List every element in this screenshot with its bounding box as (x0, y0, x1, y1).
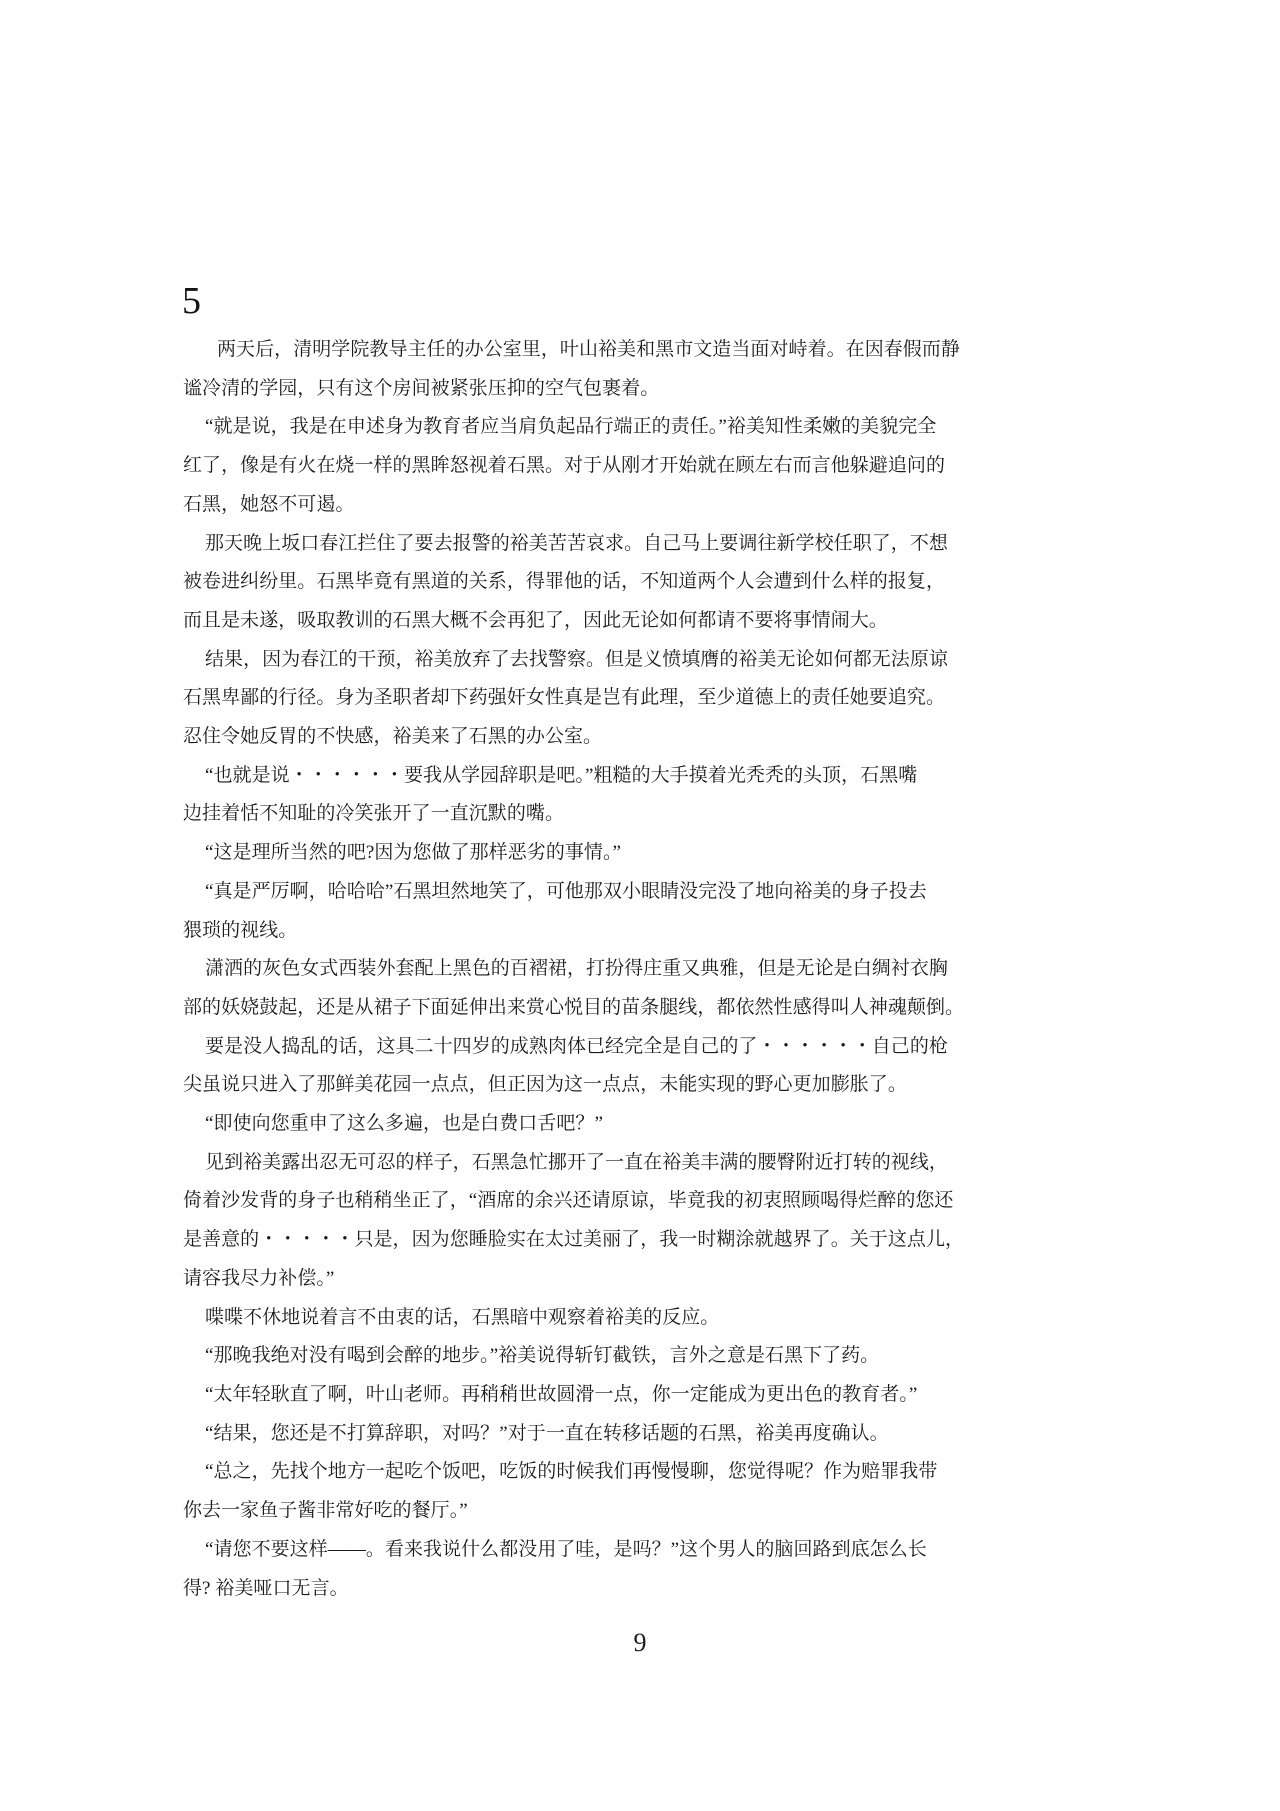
text-line: 猥琐的视线。 (183, 919, 298, 941)
text-line: 喋喋不休地说着言不由衷的话，石黑暗中观察着裕美的反应。 (205, 1306, 720, 1328)
text-line: 见到裕美露出忍无可忍的样子，石黑急忙挪开了一直在裕美丰满的腰臀附近打转的视线， (205, 1151, 948, 1173)
text-line: 是善意的・・・・・只是，因为您睡脸实在太过美丽了，我一时糊涂就越界了。关于这点儿， (183, 1229, 965, 1251)
text-line: 结果，因为春江的干预，裕美放弃了去找警察。但是义愤填膺的裕美无论如何都无法原谅 (205, 648, 948, 670)
text-line: 你去一家鱼子酱非常好吃的餐厅。” (183, 1500, 468, 1522)
text-line: “就是说，我是在申述身为教育者应当肩负起品行端正的责任。”裕美知性柔嫩的美貌完全 (205, 416, 937, 438)
text-line: “总之，先找个地方一起吃个饭吧，吃饭的时候我们再慢慢聊，您觉得呢？作为赔罪我带 (205, 1461, 938, 1483)
text-line: 边挂着恬不知耻的冷笑张开了一直沉默的嘴。 (183, 803, 565, 825)
text-line: 忍住令她反胃的不快感，裕美来了石黑的办公室。 (183, 726, 603, 748)
text-line: 要是没人捣乱的话，这具二十四岁的成熟肉体已经完全是自己的了・・・・・・自己的枪 (205, 1035, 948, 1057)
text-line: 潇洒的灰色女式西装外套配上黑色的百褶裙，打扮得庄重又典雅，但是无论是白绸衬衣胸 (205, 958, 948, 980)
text-line: “那晚我绝对没有喝到会醉的地步。”裕美说得斩钉截铁，言外之意是石黑下了药。 (205, 1345, 880, 1367)
text-line: “也就是说・・・・・・要我从学园辞职是吧。”粗糙的大手摸着光秃秃的头顶，石黑嘴 (205, 764, 918, 786)
text-line: 红了，像是有火在烧一样的黑眸怒视着石黑。对于从刚才开始就在顾左右而言他躲避追问的 (183, 455, 946, 477)
text-line: 倚着沙发背的身子也稍稍坐正了，“酒席的余兴还请原谅，毕竟我的初衷照顾喝得烂醉的您还 (183, 1190, 954, 1212)
text-line: 两天后，清明学院教导主任的办公室里，叶山裕美和黑市文造当面对峙着。在因春假而静 (217, 339, 960, 360)
text-line: “这是理所当然的吧?因为您做了那样恶劣的事情。” (205, 842, 622, 864)
text-line: “请您不要这样——。看来我说什么都没用了哇，是吗？”这个男人的脑回路到底怎么长 (205, 1538, 927, 1560)
page-number: 9 (633, 1628, 647, 1657)
text-line: 得? 裕美哑口无言。 (183, 1577, 349, 1599)
body-text (183, 331, 983, 1608)
text-line: “即使向您重申了这么多遍，也是白费口舌吧？” (205, 1113, 603, 1135)
text-line: 石黑，她怒不可遏。 (183, 493, 355, 515)
text-line: 被卷进纠纷里。石黑毕竟有黑道的关系，得罪他的话，不知道两个人会遭到什么样的报复， (183, 571, 946, 593)
text-line: 谧冷清的学园，只有这个房间被紧张压抑的空气包裹着。 (183, 377, 660, 399)
text-line: 请容我尽力补偿。” (183, 1267, 335, 1289)
chapter-number: 5 (182, 280, 201, 322)
text-line: 而且是未遂，吸取教训的石黑大概不会再犯了，因此无论如何都请不要将事情闹大。 (183, 609, 888, 631)
text-line: “真是严厉啊，哈哈哈”石黑坦然地笑了，可他那双小眼睛没完没了地向裕美的身子投去 (205, 880, 927, 902)
text-line: 部的妖娆鼓起，还是从裙子下面延伸出来赏心悦目的苗条腿线，都依然性感得叫人神魂颠倒。 (183, 996, 965, 1018)
text-line: “结果，您还是不打算辞职，对吗？”对于一直在转移话题的石黑，裕美再度确认。 (205, 1422, 889, 1444)
text-line: “太年轻耿直了啊，叶山老师。再稍稍世故圆滑一点，你一定能成为更出色的教育者。” (205, 1383, 918, 1405)
text-line: 尖虽说只进入了那鲜美花园一点点，但正因为这一点点，未能实现的野心更加膨胀了。 (183, 1074, 907, 1096)
text-line: 那天晚上坂口春江拦住了要去报警的裕美苦苦哀求。自己马上要调往新学校任职了，不想 (205, 532, 948, 554)
text-line: 石黑卑鄙的行径。身为圣职者却下药强奸女性真是岂有此理，至少道德上的责任她要追究。 (183, 687, 946, 709)
